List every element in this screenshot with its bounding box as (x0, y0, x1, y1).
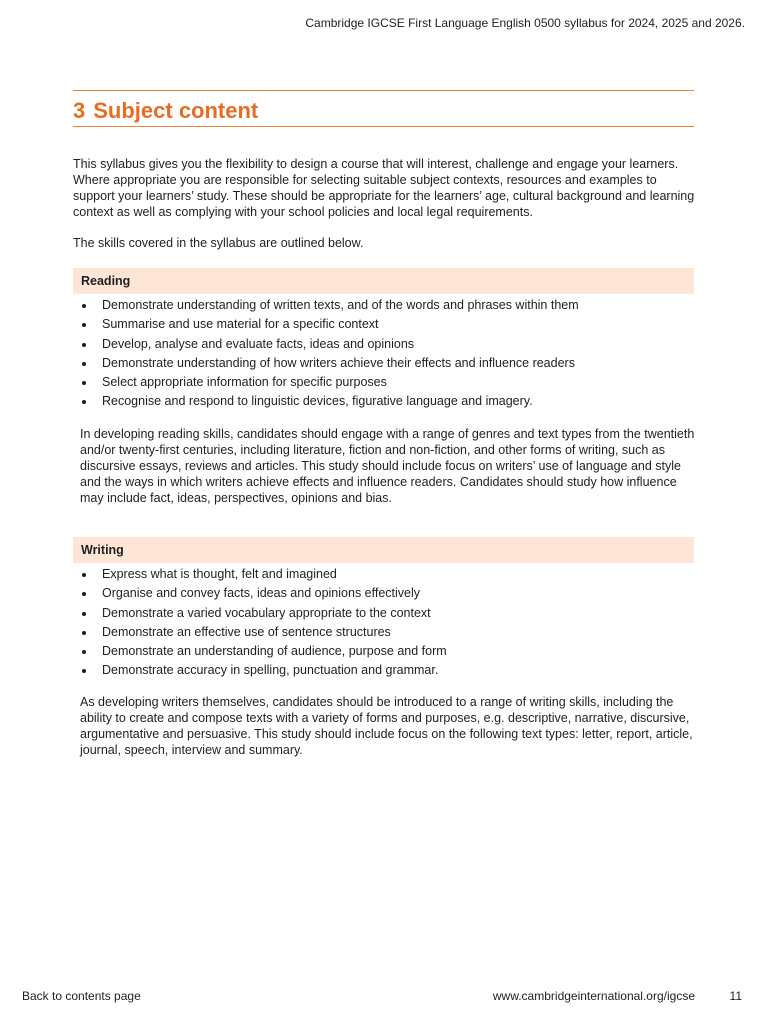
intro-skills-note: The skills covered in the syllabus are outlined below. (73, 236, 364, 250)
writing-list (73, 565, 694, 681)
back-to-contents-link[interactable]: Back to contents page (22, 989, 141, 1003)
list-item: Recognise and respond to linguistic devices, figurative language and imagery. (73, 392, 694, 411)
bullet-icon (82, 612, 86, 616)
list-item: Demonstrate an effective use of sentence structures (73, 623, 694, 642)
list-item: Demonstrate a varied vocabulary appropriate to the context (73, 604, 694, 623)
bullet-icon (82, 592, 86, 596)
section-title-text: Subject content (93, 98, 259, 123)
website-link[interactable]: www.cambridgeinternational.org/igcse (492, 989, 695, 1003)
writing-heading: Writing (73, 537, 694, 563)
list-item: Demonstrate understanding of written texts, and of the words and phrases within them (73, 296, 694, 315)
list-item: Select appropriate information for specific purposes (73, 373, 694, 392)
bullet-icon (82, 650, 86, 654)
bullet-icon (82, 362, 86, 366)
section-number: 3 (73, 98, 86, 123)
intro-section (73, 156, 698, 266)
intro-paragraph: This syllabus gives you the flexibility to design a course that will interest, challenge and engage your learners. Where appropriate you are responsible for selecting suitable subject contexts, resources and examples to support your learners’ study. These should be appropriate for the learners’ age, cultural background and learning context as well as complying with your school policies and local legal requirements. (73, 157, 695, 219)
list-item: Demonstrate an understanding of audience, purpose and form (73, 642, 694, 661)
bullet-icon (82, 631, 86, 635)
bullet-icon (82, 323, 86, 327)
running-header: Cambridge IGCSE First Language English 0500 syllabus for 2024, 2025 and 2026. (305, 16, 745, 30)
list-item: Organise and convey facts, ideas and opinions effectively (73, 584, 694, 603)
list-item: Demonstrate accuracy in spelling, punctuation and grammar. (73, 661, 694, 680)
page-title (73, 98, 258, 124)
bullet-icon (82, 343, 86, 347)
bullet-icon (82, 381, 86, 385)
reading-heading: Reading (73, 268, 694, 294)
bullet-icon (82, 573, 86, 577)
bullet-icon (82, 669, 86, 673)
list-item: Summarise and use material for a specific context (73, 315, 694, 334)
bullet-icon (82, 400, 86, 404)
writing-paragraph: As developing writers themselves, candidates should be introduced to a range of writing skills, including the ability to create and compose texts with a variety of forms and purposes, e.g. descriptive, narrative, discursive, argumentative and persuasive. This study should include focus on the following text types: letter, report, article, journal, speech, interview and summary. (80, 695, 693, 757)
list-item: Express what is thought, felt and imagined (73, 565, 694, 584)
list-item: Develop, analyse and evaluate facts, ideas and opinions (73, 335, 694, 354)
bullet-icon (82, 304, 86, 308)
list-item: Demonstrate understanding of how writers achieve their effects and influence readers (73, 354, 694, 373)
reading-list (73, 296, 694, 412)
section-title-block (73, 90, 694, 127)
reading-paragraph: In developing reading skills, candidates should engage with a range of genres and text types from the twentieth and/or twenty-first centuries, including literature, fiction and non-fiction, and other forms of writing, such as discursive essays, reviews and articles. This study should include focus on writers’ use of language and style and the ways in which writers achieve effects and influence readers. Candidates should study how influence may include fact, ideas, perspectives, opinions and bias. (80, 427, 695, 505)
page-number: 11 (729, 989, 742, 1003)
